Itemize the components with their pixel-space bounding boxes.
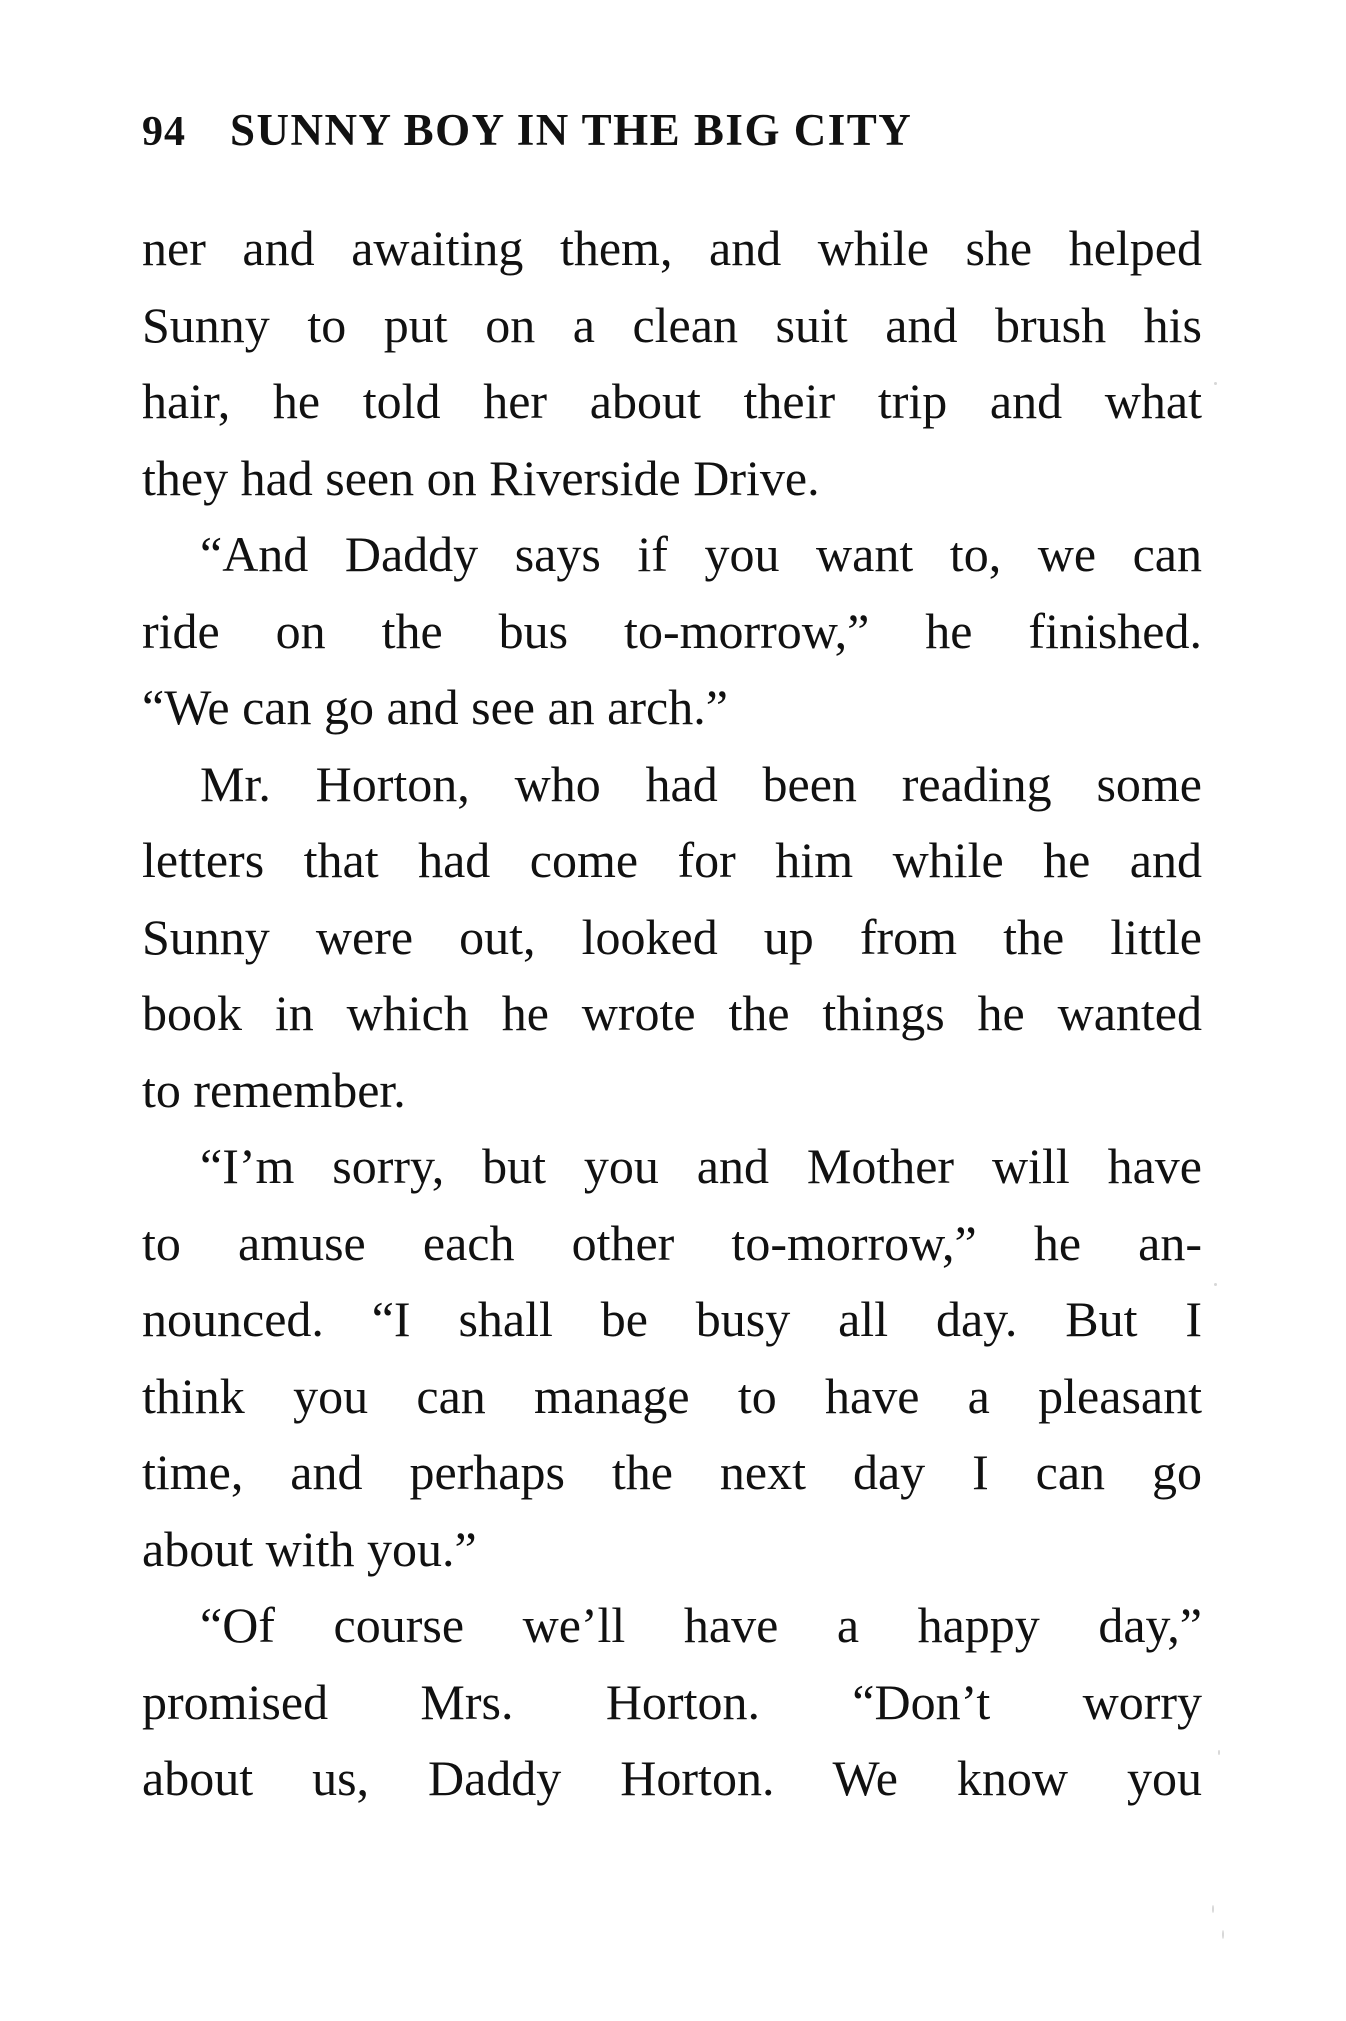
text-line: ride on the bus to-morrow,” he finished. bbox=[142, 602, 1202, 659]
text-line: “And Daddy says if you want to, we can bbox=[200, 526, 1202, 582]
text-line: “Of course we’ll have a happy day,” bbox=[200, 1597, 1202, 1653]
running-title: SUNNY BOY IN THE BIG CITY bbox=[230, 105, 913, 155]
text-line: time, and perhaps the next day I can go bbox=[142, 1444, 1202, 1500]
paper-speck bbox=[1214, 382, 1217, 385]
paper-speck bbox=[1218, 1750, 1220, 1755]
text-line: promised Mrs. Horton. “Don’t worry bbox=[142, 1673, 1202, 1730]
page-header bbox=[142, 104, 1202, 174]
text-line: about us, Daddy Horton. We know you bbox=[142, 1750, 1202, 1806]
text-line: Mr. Horton, who had been reading some bbox=[200, 755, 1202, 812]
text-line: about with you.” bbox=[142, 1520, 477, 1577]
text-line: they had seen on Riverside Drive. bbox=[142, 449, 820, 506]
body-text bbox=[142, 210, 1202, 1817]
text-line: to remember. bbox=[142, 1061, 406, 1118]
text-line: book in which he wrote the things he wanted bbox=[142, 985, 1202, 1041]
text-line: “We can go and see an arch.” bbox=[142, 679, 728, 735]
text-line: Sunny to put on a clean suit and brush his bbox=[142, 296, 1202, 353]
paper-speck bbox=[1212, 1905, 1214, 1913]
text-line: nounced. “I shall be busy all day. But I bbox=[142, 1291, 1202, 1347]
paper-speck bbox=[1214, 1283, 1217, 1286]
page-number: 94 bbox=[142, 109, 186, 155]
text-line: Sunny were out, looked up from the little bbox=[142, 908, 1202, 965]
paper-speck bbox=[1222, 1930, 1224, 1939]
text-line: to amuse each other to-morrow,” he an- bbox=[142, 1214, 1202, 1271]
text-line: ner and awaiting them, and while she helped bbox=[142, 220, 1202, 276]
text-line: think you can manage to have a pleasant bbox=[142, 1367, 1202, 1424]
text-line: “I’m sorry, but you and Mother will have bbox=[200, 1138, 1202, 1194]
text-line: hair, he told her about their trip and what bbox=[142, 373, 1202, 429]
text-line: letters that had come for him while he and bbox=[142, 832, 1202, 888]
